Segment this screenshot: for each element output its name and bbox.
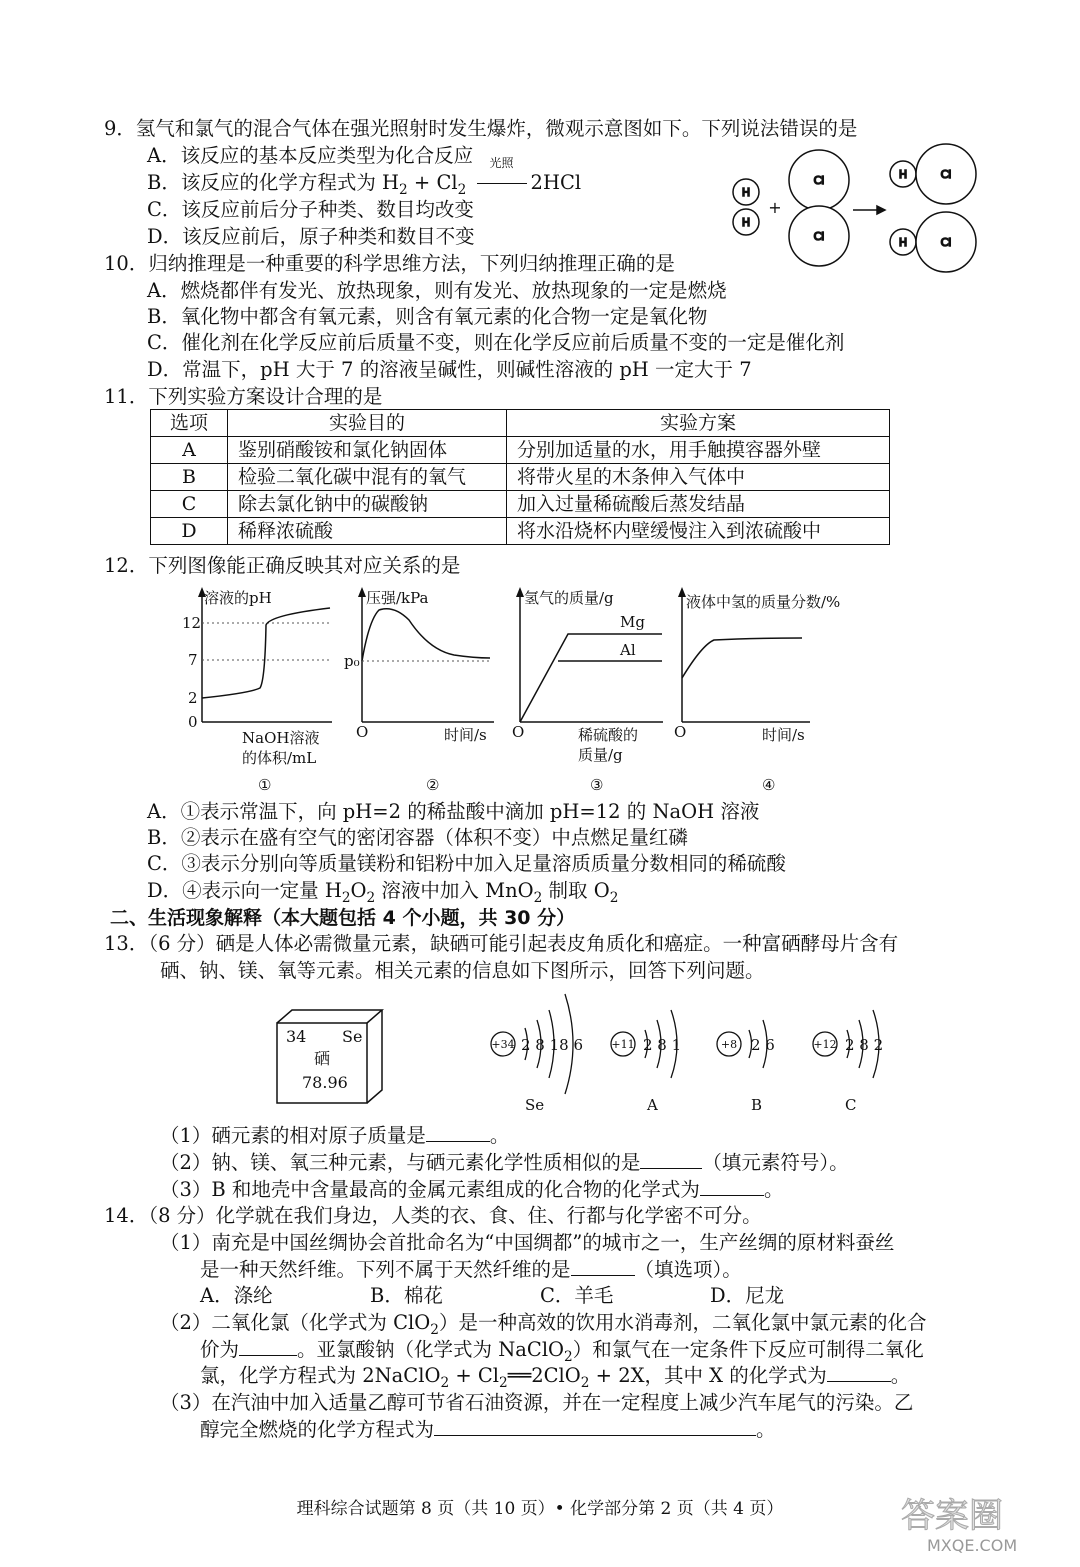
svg-text:p₀: p₀	[344, 652, 360, 670]
q13-part-3: （3）B 和地壳中含量最高的金属元素组成的化合物的化学式为 。	[160, 1178, 784, 1201]
svg-text:78.96: 78.96	[302, 1073, 348, 1092]
svg-text:Mg: Mg	[620, 613, 645, 631]
q13-stem-1: 13．（6 分）硒是人体必需微量元素，缺硒可能引起表皮角质化和癌症。一种富硒酵母片含有	[104, 932, 899, 955]
table-row	[151, 464, 890, 491]
header-cell: 选项	[151, 410, 228, 437]
table-cell: A	[151, 437, 228, 464]
svg-text:MXQE.COM: MXQE.COM	[927, 1536, 1018, 1555]
table-header-row	[151, 410, 890, 437]
table-cell: C	[151, 491, 228, 518]
graph-2-pressure	[344, 585, 504, 795]
svg-text:A: A	[647, 1096, 658, 1114]
q14-part-2c: 氯，化学方程式为 2NaClO$_2$ + $Cl_2══2ClO_2 + 2X$，其中 X 的化学式为 。	[200, 1364, 911, 1391]
svg-text:+: +	[768, 198, 782, 217]
svg-text:③: ③	[590, 776, 604, 794]
q9-option-b: B．该反应的化学方程式为 $H_2 + Cl_2$ 光照 2HCl	[147, 156, 582, 198]
q12-option-c: C．③表示分别向等质量镁粉和铝粉中加入足量溶质质量分数相同的稀硫酸	[147, 852, 786, 875]
answer-blank[interactable]	[239, 1337, 297, 1356]
svg-text:0: 0	[188, 713, 198, 731]
svg-text:2 8 18 6: 2 8 18 6	[521, 1036, 584, 1054]
q9-molecule-diagram	[725, 143, 985, 273]
q12-option-b: B．②表示在盛有空气的密闭容器（体积不变）中点燃足量红磷	[147, 826, 688, 849]
q14-part-1b: 是一种天然纤维。下列不属于天然纤维的是 （填选项）。	[200, 1258, 742, 1281]
table-cell: 检验二氧化碳中混有的氧气	[228, 464, 507, 491]
svg-text:O: O	[356, 723, 369, 741]
atomic-structure-diagrams	[485, 990, 905, 1120]
svg-text:+12: +12	[813, 1038, 837, 1051]
svg-text:④: ④	[762, 776, 776, 794]
q9-option-d: D．该反应前后，原子种类和数目不变	[147, 225, 475, 248]
svg-text:质量/g: 质量/g	[578, 746, 623, 764]
header-cell: 实验方案	[507, 410, 890, 437]
atom-b	[717, 1020, 775, 1114]
svg-text:O: O	[512, 723, 525, 741]
q13-part-2: （2）钠、镁、氧三种元素，与硒元素化学性质相似的是 （填元素符号）。	[160, 1151, 849, 1174]
table-cell: 除去氯化钠中的碳酸钠	[228, 491, 507, 518]
element-cell-selenium	[272, 1008, 392, 1108]
table-cell: B	[151, 464, 228, 491]
svg-text:时间/s: 时间/s	[444, 726, 487, 744]
svg-text:+8: +8	[720, 1038, 738, 1051]
q14-part-2a: （2）二氧化氯（化学式为 ClO$_2$）是一种高效的饮用水消毒剂，二氧化氯中氯元素的化合	[160, 1311, 927, 1338]
section-heading: 二、生活现象解释（本大题包括 4 个小题，共 30 分）	[110, 907, 576, 929]
atom-a	[611, 1010, 681, 1114]
graph-1-ph	[180, 585, 340, 795]
svg-text:H: H	[898, 236, 908, 249]
table-cell: D	[151, 518, 228, 545]
svg-text:答案圈: 答案圈	[901, 1496, 1003, 1536]
svg-text:硒: 硒	[314, 1049, 331, 1068]
svg-text:12: 12	[182, 614, 202, 632]
q14-stem: 14．（8 分）化学就在我们身边，人类的衣、食、住、行都与化学密不可分。	[104, 1204, 762, 1227]
answer-blank[interactable]	[700, 1177, 764, 1196]
svg-text:Cl: Cl	[813, 174, 825, 187]
svg-text:B: B	[751, 1096, 763, 1114]
q12-stem: 12．下列图像能正确反映其对应关系的是	[104, 554, 461, 577]
svg-text:+34: +34	[491, 1038, 515, 1051]
header-cell: 实验目的	[228, 410, 507, 437]
svg-text:溶液的pH: 溶液的pH	[204, 589, 272, 607]
svg-text:+11: +11	[611, 1038, 635, 1051]
atom-se	[491, 994, 583, 1114]
q12-option-d: D．④表示向一定量 $H_2O_2$ 溶液中加入 MnO$_2$ 制取 $O_2$	[147, 879, 619, 906]
table-cell: 将水沿烧杯内壁缓慢注入到浓硫酸中	[507, 518, 890, 545]
q14-part-1a: （1）南充是中国丝绸协会首批命名为“中国绸都”的城市之一，生产丝绸的原材料蚕丝	[160, 1231, 895, 1254]
q11-stem: 11．下列实验方案设计合理的是	[104, 385, 383, 408]
svg-text:C: C	[845, 1096, 857, 1114]
table-row	[151, 518, 890, 545]
page-footer: 理科综合试题第 8 页（共 10 页）• 化学部分第 2 页（共 4 页）	[296, 1499, 784, 1519]
svg-text:Cl: Cl	[940, 236, 952, 249]
table-cell: 加入过量稀硫酸后蒸发结晶	[507, 491, 890, 518]
svg-text:Cl: Cl	[813, 230, 825, 243]
table-cell: 稀释浓硫酸	[228, 518, 507, 545]
svg-text:2 8 1: 2 8 1	[643, 1036, 682, 1054]
svg-text:时间/s: 时间/s	[762, 726, 805, 744]
answer-blank[interactable]	[426, 1123, 490, 1142]
svg-text:H: H	[898, 168, 908, 181]
condition-label: 光照	[489, 156, 514, 170]
q10-option-a: A．燃烧都伴有发光、放热现象，则有发光、放热现象的一定是燃烧	[147, 279, 727, 302]
q10-option-b: B．氧化物中都含有氧元素，则含有氧元素的化合物一定是氧化物	[147, 305, 708, 328]
q12-option-a: A．①表示常温下，向 pH=2 的稀盐酸中滴加 pH=12 的 NaOH 溶液	[147, 800, 760, 823]
q13-part-1: （1）硒元素的相对原子质量是 。	[160, 1124, 510, 1147]
atom-c	[813, 1010, 883, 1114]
svg-text:7: 7	[188, 651, 198, 669]
svg-text:Al: Al	[620, 641, 636, 659]
table-row	[151, 437, 890, 464]
svg-text:压强/kPa: 压强/kPa	[366, 589, 429, 607]
q9-option-c: C．该反应前后分子种类、数目均改变	[147, 198, 474, 221]
svg-text:稀硫酸的: 稀硫酸的	[578, 726, 639, 744]
svg-text:液体中氢的质量分数/%: 液体中氢的质量分数/%	[686, 593, 841, 611]
svg-text:的体积/mL: 的体积/mL	[242, 749, 317, 767]
answer-blank[interactable]	[434, 1417, 756, 1436]
svg-text:2: 2	[188, 689, 198, 707]
table-row	[151, 491, 890, 518]
svg-text:2 6: 2 6	[751, 1036, 775, 1054]
q9-option-a: A．该反应的基本反应类型为化合反应	[147, 144, 474, 167]
svg-text:34: 34	[286, 1027, 307, 1046]
q10-stem: 10．归纳推理是一种重要的科学思维方法，下列归纳推理正确的是	[104, 252, 675, 275]
svg-text:2 8 2: 2 8 2	[845, 1036, 884, 1054]
svg-text:H: H	[741, 186, 751, 199]
svg-text:氢气的质量/g: 氢气的质量/g	[524, 589, 614, 607]
q14-part-3b: 醇完全燃烧的化学方程式为 。	[200, 1418, 776, 1441]
q10-option-d: D．常温下，pH 大于 7 的溶液呈碱性，则碱性溶液的 pH 一定大于 7	[147, 358, 752, 381]
svg-text:Cl: Cl	[940, 168, 952, 181]
graph-4-hydrogen-fraction	[672, 585, 902, 795]
q14-part-3a: （3）在汽油中加入适量乙醇可节省石油资源，并在一定程度上减少汽车尾气的污染。乙	[160, 1391, 914, 1414]
experiment-table	[150, 409, 890, 545]
watermark-logo	[897, 1489, 1062, 1557]
q14-part-2b: 价为 。亚氯酸钠（化学式为 NaClO$_2$）和氯气在一定条件下反应可制得二氧化	[200, 1338, 924, 1365]
table-cell: 鉴别硝酸铵和氯化钠固体	[228, 437, 507, 464]
svg-text:NaOH溶液: NaOH溶液	[242, 729, 320, 747]
answer-blank[interactable]	[571, 1257, 635, 1276]
graph-3-hydrogen-mass	[508, 585, 668, 795]
svg-text:①: ①	[258, 776, 272, 794]
svg-text:O: O	[674, 723, 687, 741]
q14-options: A．涤纶 B．棉花 C．羊毛 D．尼龙	[200, 1284, 785, 1307]
svg-text:Se: Se	[342, 1027, 363, 1046]
svg-text:Se: Se	[525, 1096, 545, 1114]
q10-option-c: C．催化剂在化学反应前后质量不变，则在化学反应前后质量不变的一定是催化剂	[147, 331, 845, 354]
q13-stem-2: 硒、钠、镁、氧等元素。相关元素的信息如下图所示，回答下列问题。	[160, 959, 765, 982]
table-cell: 将带火星的木条伸入气体中	[507, 464, 890, 491]
answer-blank[interactable]	[640, 1150, 702, 1169]
svg-text:②: ②	[426, 776, 440, 794]
table-cell: 分别加适量的水，用手触摸容器外壁	[507, 437, 890, 464]
answer-blank[interactable]	[827, 1363, 891, 1382]
q9-stem: 9．氢气和氯气的混合气体在强光照射时发生爆炸，微观示意图如下。下列说法错误的是	[104, 117, 858, 140]
svg-text:H: H	[741, 216, 751, 229]
